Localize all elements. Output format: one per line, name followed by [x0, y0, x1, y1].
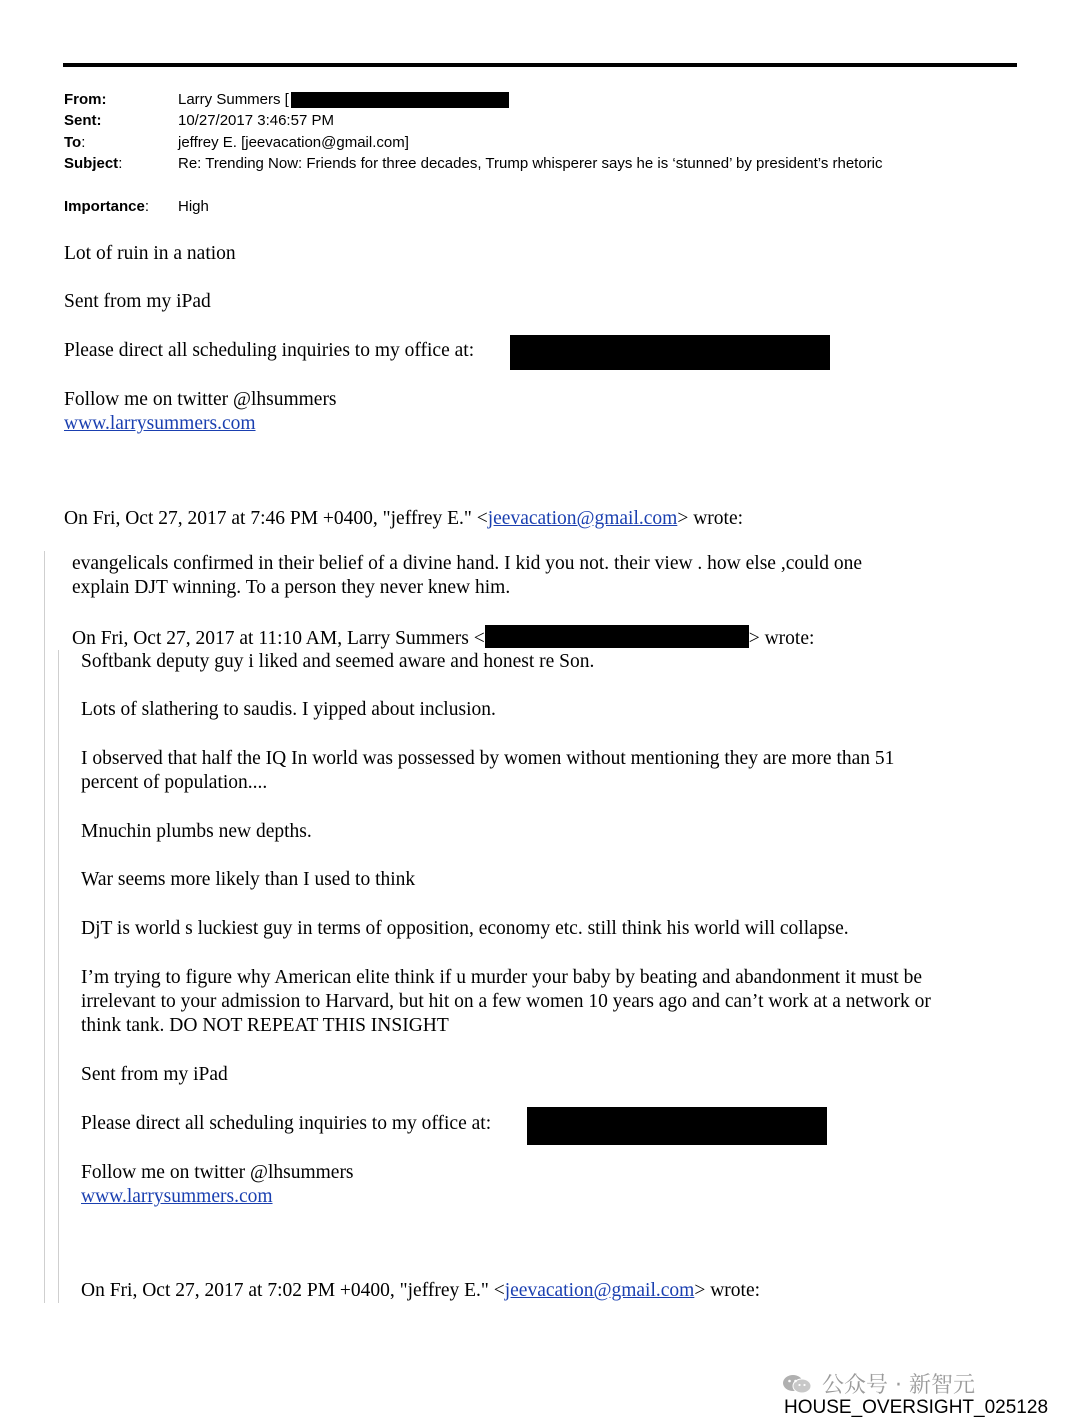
from-value: Larry Summers [	[178, 89, 509, 110]
quote2-paragraph: Lots of slathering to saudis. I yipped about inclusion.	[81, 699, 496, 720]
website-link[interactable]: www.larrysummers.com	[64, 413, 256, 434]
subject-value: Re: Trending Now: Friends for three decades, Trump whisperer says he is ‘stunned’ by president’s rhetoric	[178, 155, 883, 172]
watermark	[782, 1368, 975, 1399]
importance-value: High	[178, 198, 209, 215]
watermark-text: 公众号 · 新智元	[822, 1373, 975, 1398]
redaction-box	[527, 1107, 827, 1145]
redaction-box	[291, 92, 509, 108]
redaction-box	[485, 625, 749, 648]
quote2-paragraph: Softbank deputy guy i liked and seemed aware and honest re Son.	[81, 651, 595, 672]
header-rule	[63, 63, 1017, 67]
quote2-paragraph: I’m trying to figure why American elite think if u murder your baby by beating and abandonment it must be	[81, 967, 923, 988]
importance-label: Importance:	[64, 198, 150, 215]
quote1-body-line: explain DJT winning. To a person they never knew him.	[72, 577, 511, 598]
reply-twitter: Follow me on twitter @lhsummers	[64, 389, 337, 410]
quote2-paragraph: irrelevant to your admission to Harvard, but hit on a few women 10 years ago and can’t work at a network or	[81, 991, 931, 1012]
sent-label: Sent:	[64, 112, 102, 129]
quote1-intro: On Fri, Oct 27, 2017 at 7:46 PM +0400, "jeffrey E." <jeevacation@gmail.com> wrote:	[64, 508, 744, 529]
email-link[interactable]: jeevacation@gmail.com	[487, 508, 678, 529]
to-value: jeffrey E. [jeevacation@gmail.com]	[178, 134, 409, 151]
quote2-twitter: Follow me on twitter @lhsummers	[81, 1162, 354, 1183]
quote2-paragraph: DjT is world s luckiest guy in terms of opposition, economy etc. still think his world will collapse.	[81, 918, 849, 939]
website-link[interactable]: www.larrysummers.com	[81, 1186, 273, 1207]
quote2-paragraph: War seems more likely than I used to think	[81, 869, 416, 890]
to-label: To:	[64, 134, 86, 151]
reply-sent-from: Sent from my iPad	[64, 291, 211, 312]
reply-line: Lot of ruin in a nation	[64, 243, 236, 264]
quote2-paragraph: think tank. DO NOT REPEAT THIS INSIGHT	[81, 1015, 449, 1036]
bates-number: HOUSE_OVERSIGHT_025128	[784, 1397, 1049, 1418]
quote2-paragraph: Mnuchin plumbs new depths.	[81, 821, 312, 842]
quote2-sent-from: Sent from my iPad	[81, 1064, 228, 1085]
quote2-website-row	[81, 1185, 273, 1209]
reply-scheduling: Please direct all scheduling inquiries to my office at:	[64, 340, 475, 361]
wechat-icon	[782, 1373, 812, 1395]
from-label: From:	[64, 91, 107, 108]
reply-website-row	[64, 412, 256, 436]
quote-bar	[58, 650, 59, 1303]
quote1-body-line: evangelicals confirmed in their belief of a divine hand. I kid you not. their view . how else ,could one	[72, 553, 863, 574]
quote2-paragraph: percent of population....	[81, 772, 268, 793]
email-link[interactable]: jeevacation@gmail.com	[504, 1280, 695, 1301]
quote2-paragraph: I observed that half the IQ In world was possessed by women without mentioning they are more than 51	[81, 748, 895, 769]
quote-bar	[44, 551, 45, 1303]
subject-label: Subject:	[64, 155, 123, 172]
quote2-intro: On Fri, Oct 27, 2017 at 11:10 AM, Larry Summers < > wrote:	[72, 625, 814, 651]
quote3-intro: On Fri, Oct 27, 2017 at 7:02 PM +0400, "jeffrey E." <jeevacation@gmail.com> wrote:	[81, 1280, 761, 1301]
redaction-box	[510, 335, 830, 370]
sent-value: 10/27/2017 3:46:57 PM	[178, 112, 334, 129]
quote2-scheduling: Please direct all scheduling inquiries to my office at:	[81, 1113, 492, 1134]
